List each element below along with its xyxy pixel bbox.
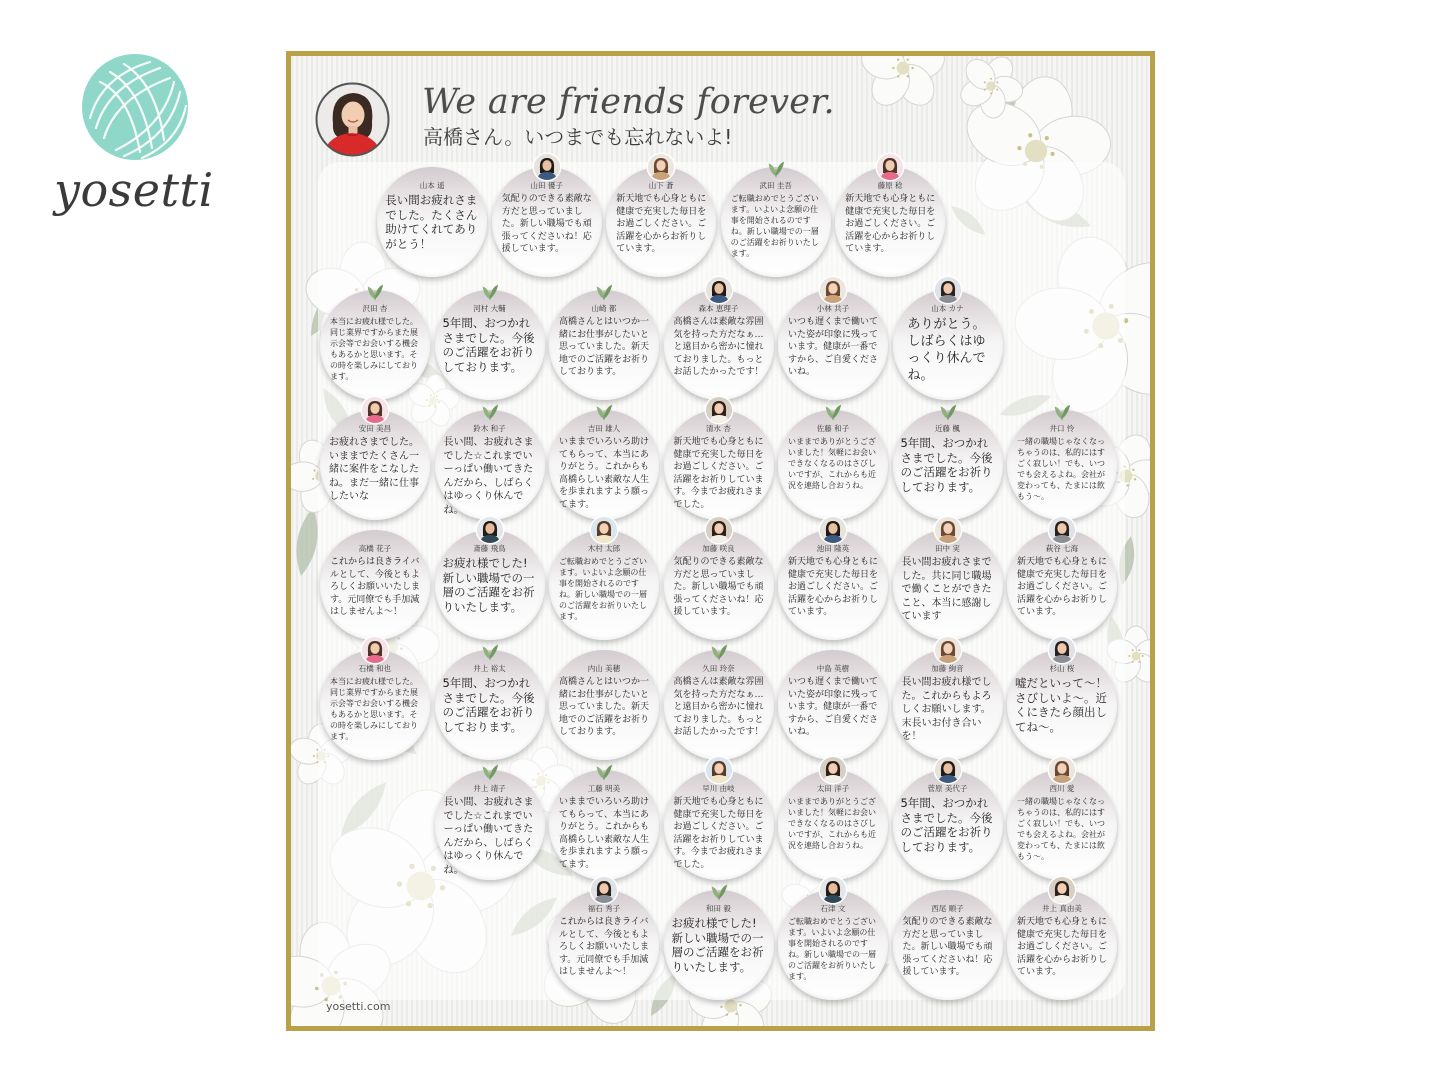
message-author: 田中 実 bbox=[935, 544, 960, 553]
brand-name: yosetti bbox=[54, 163, 214, 217]
message-card bbox=[893, 290, 1003, 400]
message-card bbox=[549, 530, 659, 640]
message-author: 山崎 都 bbox=[591, 304, 617, 313]
message-text: 高橋さんとはいつか一緒にお仕事がしたいと思っていました。新天地でのご活躍をお祈りしております。 bbox=[559, 677, 650, 737]
avatar-photo bbox=[935, 277, 961, 303]
message-card bbox=[778, 890, 888, 1000]
message-card bbox=[664, 290, 774, 400]
message-author: 河村 大輔 bbox=[473, 304, 506, 313]
message-card bbox=[435, 290, 545, 400]
message-author: 高橋 花子 bbox=[358, 544, 392, 553]
message-author: 石橋 和也 bbox=[358, 664, 392, 673]
message-card bbox=[778, 650, 888, 760]
message-text: 新天地でも心身ともに健康で充実した毎日をお過ごしください。ご活躍を心からお祈りしています。 bbox=[616, 194, 707, 254]
avatar-photo bbox=[1049, 517, 1075, 543]
message-author: 太田 洋子 bbox=[816, 784, 850, 793]
message-text: これからは良きライバルとして、今後ともよろしくお願いいたします。元同僚でも手加減はしませんよ～！ bbox=[559, 917, 650, 977]
message-card bbox=[1007, 530, 1117, 640]
message-card bbox=[549, 410, 659, 520]
message-author: 藤原 稔 bbox=[877, 181, 903, 190]
message-text: 長い間お疲れさまでした。たくさん助けてくれてありがとう！ bbox=[385, 193, 478, 251]
avatar-photo bbox=[1049, 637, 1075, 663]
avatar-photo bbox=[706, 397, 732, 423]
message-card bbox=[664, 890, 774, 1000]
message-text: 新天地でも心身ともに健康で充実した毎日をお過ごしください。ご活躍を心からお祈りしています。 bbox=[788, 557, 879, 617]
message-text: 気配りのできる素敵な方だと思っていました。新しい職場でも頑張ってくださいね！応援しています。 bbox=[673, 557, 764, 617]
message-author: 鈴木 和子 bbox=[473, 424, 506, 433]
leaf-icon bbox=[478, 401, 502, 421]
message-card bbox=[664, 410, 774, 520]
board-footer: yosetti.com bbox=[326, 1000, 391, 1013]
message-text: 一緒の職場じゃなくなっちゃうのは、私的にはすごく寂しい！でも、いつでも会えるよね。会社が変わっても、たまには飲もう～。 bbox=[1017, 437, 1105, 501]
avatar-photo bbox=[820, 877, 846, 903]
avatar-photo bbox=[362, 397, 388, 423]
message-text: 長い間お疲れさまでした。共に同じ職場で働くことができたこと、本当に感謝しています bbox=[901, 557, 992, 622]
message-author: 早川 由岐 bbox=[702, 784, 735, 793]
message-text: いままでありがとうございました！気軽にお会いできなくなるのはさびしいですが、これからも近況を連絡し合おうね。 bbox=[788, 437, 876, 490]
message-author: 石津 文 bbox=[820, 904, 846, 913]
message-text: いままでいろいろ助けてもらって、本当にありがとう。これからも高橋らしい素敵な人生を歩まれますよう願ってます。 bbox=[559, 437, 650, 510]
message-text: ご転職おめでとうございます。いよいよ念願の仕事を開始されるのですね。新しい職場での一層のご活躍をお祈りいたします。 bbox=[730, 194, 819, 258]
message-card bbox=[835, 167, 945, 277]
message-author: 近藤 楓 bbox=[935, 424, 960, 433]
message-author: 久田 玲奈 bbox=[702, 664, 735, 673]
message-author: 小林 共子 bbox=[816, 304, 850, 313]
message-card bbox=[1007, 650, 1117, 760]
avatar-photo bbox=[648, 154, 674, 180]
message-text: ご転職おめでとうございます。いよいよ念願の仕事を開始されるのですね。新しい職場での一層のご活躍をお祈りいたします。 bbox=[788, 917, 876, 981]
leaf-icon bbox=[592, 401, 616, 421]
message-text: 本当にお疲れ様でした。同じ業界ですからまた展示会等でお会いする機会もあるかと思います。その時を楽しみにしております。 bbox=[330, 677, 418, 741]
leaf-icon bbox=[478, 281, 502, 301]
message-card bbox=[435, 770, 545, 880]
message-author: 加藤 絢音 bbox=[931, 664, 964, 673]
message-author: 菅原 美代子 bbox=[927, 784, 968, 793]
message-author: 和田 毅 bbox=[706, 904, 731, 913]
message-author: 木村 太郎 bbox=[587, 544, 621, 553]
message-card bbox=[664, 650, 774, 760]
message-card bbox=[893, 530, 1003, 640]
message-card bbox=[893, 890, 1003, 1000]
message-card bbox=[1007, 770, 1117, 880]
message-text: 高橋さんは素敵な雰囲気を持った方だなぁ…と遠目から密かに憧れておりました。もっとお話したかったです！ bbox=[673, 317, 764, 377]
message-author: 武田 圭吾 bbox=[759, 181, 792, 190]
avatar-photo bbox=[591, 517, 617, 543]
message-card bbox=[320, 530, 430, 640]
message-card bbox=[320, 650, 430, 760]
message-text: ありがとう。しばらくはゆっくり休んでね。 bbox=[907, 317, 986, 383]
message-text: 新天地でも心身ともに健康で充実した毎日をお過ごしください。ご活躍を心からお祈りしています。 bbox=[1017, 917, 1108, 977]
message-card bbox=[435, 530, 545, 640]
message-author: 斎藤 飛鳥 bbox=[473, 544, 506, 553]
message-author: 山本 遥 bbox=[419, 181, 445, 190]
message-author: 中島 英樹 bbox=[816, 664, 850, 673]
message-text: 高橋さんとはいつか一緒にお仕事がしたいと思っていました。新天地でのご活躍をお祈りしております。 bbox=[559, 317, 650, 377]
message-card bbox=[778, 530, 888, 640]
message-card bbox=[778, 770, 888, 880]
message-author: 佐藤 和子 bbox=[816, 424, 850, 433]
message-card bbox=[664, 770, 774, 880]
board-title: We are friends forever. bbox=[422, 82, 835, 122]
avatar-photo bbox=[706, 517, 732, 543]
leaf-icon bbox=[936, 401, 960, 421]
message-author: 清水 杏 bbox=[706, 424, 731, 433]
message-author: 山田 優子 bbox=[530, 181, 563, 190]
message-text: 高橋さんは素敵な雰囲気を持った方だなぁ…と遠目から密かに憧れておりました。もっとお話したかったです！ bbox=[673, 677, 764, 737]
leaf-icon bbox=[707, 881, 731, 901]
message-author: 池田 隆英 bbox=[816, 544, 850, 553]
leaf-icon bbox=[478, 641, 502, 661]
message-text: 5年間、おつかれさまでした。今後のご活躍をお祈りしております。 bbox=[900, 436, 993, 494]
message-text: お疲れ様でした!新しい職場での一層のご活躍をお祈りいたします。 bbox=[442, 556, 535, 614]
message-grid bbox=[291, 56, 1150, 1026]
message-card bbox=[492, 167, 602, 277]
message-author: 山下 蒼 bbox=[648, 181, 674, 190]
message-author: 森本 恵理子 bbox=[698, 304, 739, 313]
message-card bbox=[435, 410, 545, 520]
message-text: 5年間、おつかれさまでした。今後のご活躍をお祈りしております。 bbox=[442, 316, 535, 374]
message-card bbox=[1007, 410, 1117, 520]
message-text: 新天地でも心身ともに健康で充実した毎日をお過ごしください。ご活躍をお祈りしています。今までお疲れさまでした。 bbox=[673, 797, 764, 870]
avatar-photo bbox=[935, 637, 961, 663]
message-card bbox=[606, 167, 716, 277]
message-text: いままでいろいろ助けてもらって、本当にありがとう。これからも高橋らしい素敵な人生を歩まれますよう願ってます。 bbox=[559, 797, 650, 870]
message-text: いつも遅くまで働いていた姿が印象に残っています。健康が一番ですから、ご自愛くださいね。 bbox=[788, 677, 879, 737]
message-author: 福石 秀子 bbox=[587, 904, 621, 913]
message-text: これからは良きライバルとして、今後ともよろしくお願いいたします。元同僚でも手加減はしませんよ～！ bbox=[330, 557, 421, 617]
message-author: 工藤 明美 bbox=[587, 784, 621, 793]
message-text: 5年間、おつかれさまでした。今後のご活躍をお祈りしております。 bbox=[442, 676, 535, 734]
message-text: 新天地でも心身ともに健康で充実した毎日をお過ごしください。ご活躍を心からお祈りしています。 bbox=[1017, 557, 1108, 617]
message-author: 加藤 咲良 bbox=[702, 544, 735, 553]
leaf-icon bbox=[1050, 401, 1074, 421]
avatar-photo bbox=[820, 277, 846, 303]
avatar-photo bbox=[1049, 877, 1075, 903]
avatar-photo bbox=[534, 154, 560, 180]
avatar-photo bbox=[706, 277, 732, 303]
message-text: 嘘だといって～！さびしいよ～。近くにきたら顔出してね～。 bbox=[1015, 676, 1107, 734]
message-author: 井口 怜 bbox=[1049, 424, 1075, 433]
yosetti-logo-icon bbox=[80, 52, 190, 162]
avatar-photo bbox=[706, 757, 732, 783]
avatar-photo bbox=[1049, 757, 1075, 783]
message-card bbox=[435, 650, 545, 760]
message-author: 杉山 桜 bbox=[1049, 664, 1075, 673]
leaf-icon bbox=[821, 401, 845, 421]
message-author: 山本 カナ bbox=[931, 304, 964, 313]
message-text: 一緒の職場じゃなくなっちゃうのは、私的にはすごく寂しい！でも、いつでも会えるよね。会社が変わっても、たまには飲もう～。 bbox=[1017, 797, 1105, 861]
message-text: いままでありがとうございました！気軽にお会いできなくなるのはさびしいですが、これからも近況を連絡し合おうね。 bbox=[788, 797, 876, 850]
message-board bbox=[286, 51, 1155, 1031]
message-text: ご転職おめでとうございます。いよいよ念願の仕事を開始されるのですね。新しい職場での一層のご活躍をお祈りいたします。 bbox=[559, 557, 647, 621]
message-text: 新天地でも心身ともに健康で充実した毎日をお過ごしください。ご活躍を心からお祈りしています。 bbox=[845, 194, 936, 254]
message-author: 井上 靖子 bbox=[473, 784, 506, 793]
message-author: 井上 裕太 bbox=[473, 664, 506, 673]
message-card bbox=[549, 290, 659, 400]
message-text: 気配りのできる素敵な方だと思っていました。新しい職場でも頑張ってくださいね！応援しています。 bbox=[902, 917, 993, 977]
avatar-photo bbox=[935, 757, 961, 783]
message-author: 萩谷 七海 bbox=[1045, 544, 1079, 553]
message-author: 内山 美穂 bbox=[587, 664, 621, 673]
message-card bbox=[549, 890, 659, 1000]
message-text: お疲れ様でした!新しい職場での一層のご活躍をお祈りいたします。 bbox=[671, 916, 764, 974]
avatar-photo bbox=[820, 517, 846, 543]
leaf-icon bbox=[478, 761, 502, 781]
message-card bbox=[1007, 890, 1117, 1000]
message-text: 気配りのできる素敵な方だと思っていました。新しい職場でも頑張ってくださいね！応援しています。 bbox=[501, 194, 592, 254]
message-text: 本当にお疲れ様でした。同じ業界ですからまた展示会等でお会いする機会もあるかと思います。その時を楽しみにしております。 bbox=[330, 317, 418, 381]
message-card bbox=[778, 410, 888, 520]
message-text: いつも遅くまで働いていた姿が印象に残っています。健康が一番ですから、ご自愛くださいね。 bbox=[788, 317, 879, 377]
message-card bbox=[778, 290, 888, 400]
board-subtitle: 高橋さん。いつまでも忘れないよ! bbox=[423, 125, 733, 149]
message-author: 安田 美昌 bbox=[358, 424, 392, 433]
avatar-photo bbox=[935, 517, 961, 543]
message-card bbox=[549, 650, 659, 760]
leaf-icon bbox=[592, 281, 616, 301]
message-author: 吉田 雄人 bbox=[587, 424, 621, 433]
message-card bbox=[320, 290, 430, 400]
leaf-icon bbox=[707, 641, 731, 661]
message-card bbox=[893, 770, 1003, 880]
avatar-photo bbox=[877, 154, 903, 180]
avatar-photo bbox=[820, 757, 846, 783]
message-text: 新天地でも心身ともに健康で充実した毎日をお過ごしください。ご活躍をお祈りしています。今までお疲れさまでした。 bbox=[673, 437, 764, 510]
message-text: 長い間、お疲れさまでした☆これまでいーっぱい働いてきたんだから、しばらくはゆっくり休んでね。 bbox=[443, 797, 534, 876]
message-card bbox=[721, 167, 831, 277]
message-author: 井上 真由美 bbox=[1042, 904, 1082, 913]
message-text: お疲れさまでした。いままでたくさん一緒に案件をこなしたね。まだ一緒に仕事したいな bbox=[329, 437, 419, 502]
message-card bbox=[893, 410, 1003, 520]
message-text: 長い間お疲れ様でした。これからもよろしくお願いします。末長いお付き合いを！ bbox=[901, 677, 992, 742]
message-author: 西尾 順子 bbox=[931, 904, 964, 913]
message-card bbox=[320, 410, 430, 520]
leaf-icon bbox=[764, 158, 788, 178]
message-text: 5年間、おつかれさまでした。今後のご活躍をお祈りしております。 bbox=[900, 796, 993, 854]
leaf-icon bbox=[592, 761, 616, 781]
message-card bbox=[549, 770, 659, 880]
message-card bbox=[377, 167, 487, 277]
avatar-photo bbox=[477, 517, 503, 543]
leaf-icon bbox=[363, 281, 387, 301]
message-card bbox=[664, 530, 774, 640]
message-card bbox=[893, 650, 1003, 760]
message-text: 長い間、お疲れさまでした☆これまでいーっぱい働いてきたんだから、しばらくはゆっくり休んでね。 bbox=[443, 437, 534, 516]
avatar-photo bbox=[362, 637, 388, 663]
message-author: 西川 愛 bbox=[1049, 784, 1075, 793]
message-author: 沢田 杏 bbox=[362, 304, 388, 313]
avatar-photo bbox=[591, 877, 617, 903]
